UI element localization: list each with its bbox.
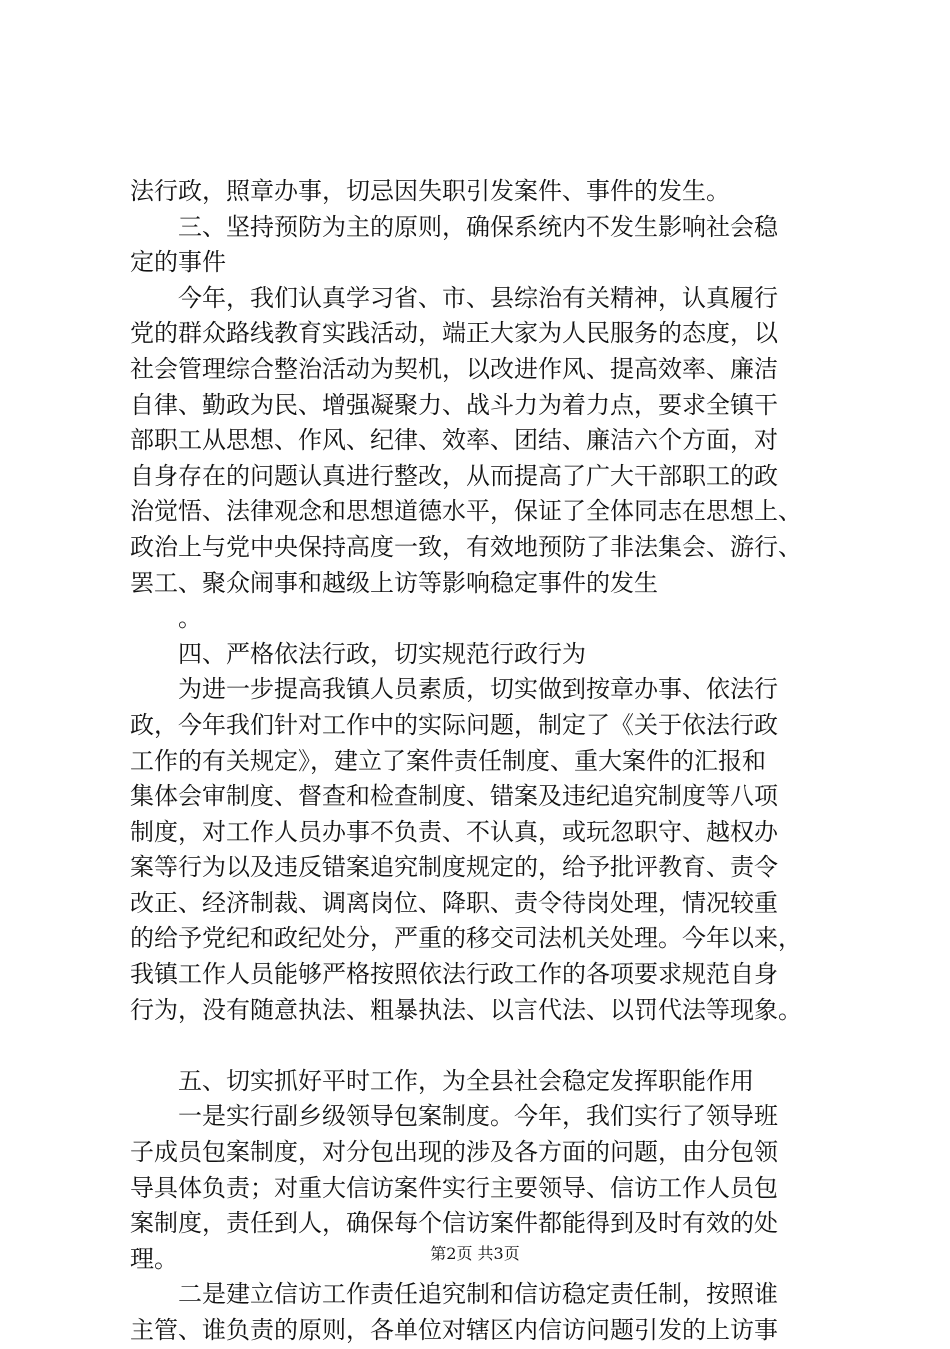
text-line: 子成员包案制度，对分包出现的涉及各方面的问题，由分包领 [130,1138,778,1167]
text-line: 一是实行副乡级领导包案制度。今年，我们实行了领导班 [178,1102,778,1131]
text-line: 案等行为以及违反错案追究制度规定的，给予批评教育、责令 [130,853,778,882]
text-line: 集体会审制度、督查和检查制度、错案及违纪追究制度等八项 [130,782,778,811]
text-line: 五、切实抓好平时工作，为全县社会稳定发挥职能作用 [178,1066,754,1095]
text-line: 社会管理综合整治活动为契机，以改进作风、提高效率、廉洁 [130,354,778,383]
text-line: 为进一步提高我镇人员素质，切实做到按章办事、依法行 [178,675,778,704]
text-line: 改正、经济制裁、调离岗位、降职、责令待岗处理，情况较重 [130,888,778,917]
text-line: 理。 [130,1244,178,1273]
text-line: 部职工从思想、作风、纪律、效率、团结、廉洁六个方面，对 [130,426,778,455]
text-line: 法行政，照章办事，切忌因失职引发案件、事件的发生。 [130,177,730,205]
text-line: 案制度，责任到人，确保每个信访案件都能得到及时有效的处 [130,1209,778,1238]
text-line: 的给予党纪和政纪处分，严重的移交司法机关处理。今年以来， [130,924,802,953]
text-line: 党的群众路线教育实践活动，端正大家为人民服务的态度，以 [130,319,778,348]
text-line: 主管、谁负责的原则，各单位对辖区内信访问题引发的上访事 [130,1316,778,1344]
text-line: 工作的有关规定》，建立了案件责任制度、重大案件的汇报和 [130,746,766,775]
text-line: 二是建立信访工作责任追究制和信访稳定责任制，按照谁 [178,1280,778,1309]
text-line: 治觉悟、法律观念和思想道德水平，保证了全体同志在思想上、 [130,497,802,526]
blank-line [130,1028,860,1064]
text-line: 。 [178,604,202,633]
text-line: 今年，我们认真学习省、市、县综治有关精神，认真履行 [178,283,778,312]
page-footer: 第2页 共3页 [430,1244,520,1263]
text-line: 罢工、聚众闹事和越级上访等影响稳定事件的发生 [130,568,658,597]
text-line: 我镇工作人员能够严格按照依法行政工作的各项要求规范自身 [130,960,778,989]
text-line: 行为，没有随意执法、粗暴执法、以言代法、以罚代法等现象。 [130,995,802,1024]
text-line: 政治上与党中央保持高度一致，有效地预防了非法集会、游行、 [130,532,802,561]
text-line: 政，今年我们针对工作中的实际问题，制定了《关于依法行政 [130,710,778,739]
text-line: 定的事件 [130,248,226,277]
text-line: 四、严格依法行政，切实规范行政行为 [178,639,586,668]
text-line: 自身存在的问题认真进行整改，从而提高了广大干部职工的政 [130,461,778,490]
text-line: 制度，对工作人员办事不负责、不认真，或玩忽职守、越权办 [130,817,778,846]
text-line: 自律、勤政为民、增强凝聚力、战斗力为着力点，要求全镇干 [130,390,778,419]
document-body [130,174,860,1349]
text-line: 导具体负责；对重大信访案件实行主要领导、信访工作人员包 [130,1173,778,1202]
text-line: 三、坚持预防为主的原则，确保系统内不发生影响社会稳 [178,212,778,241]
